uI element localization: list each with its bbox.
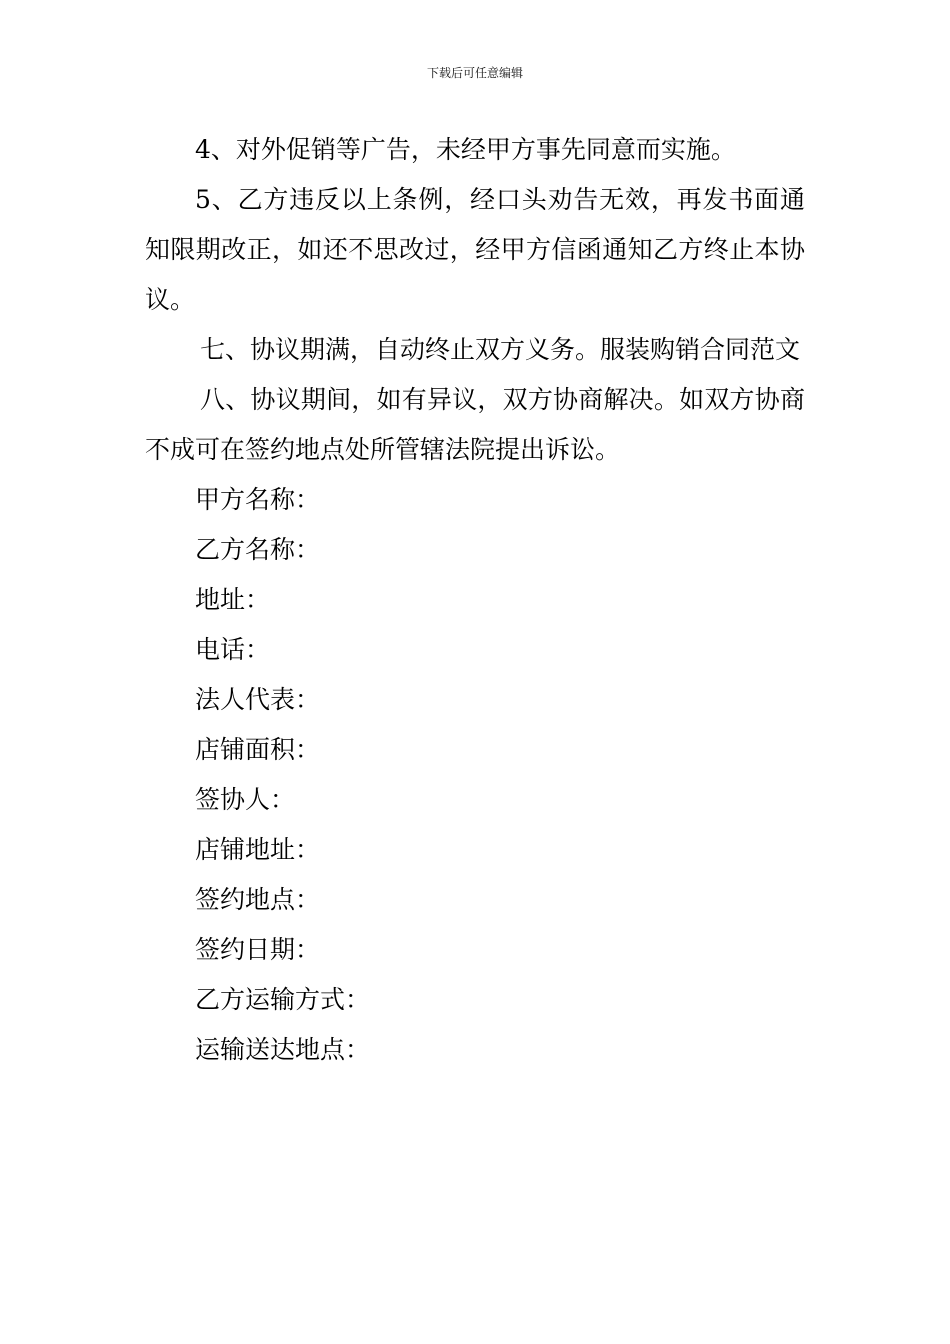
clause-seven: 七、协议期满，自动终止双方义务。服装购销合同范文 <box>200 335 801 364</box>
field-party-b-transport: 乙方运输方式： <box>195 985 371 1014</box>
field-address: 地址： <box>195 585 271 614</box>
field-store-address: 店铺地址： <box>195 835 321 864</box>
clause-4: 4、对外促销等广告，未经甲方事先同意而实施。 <box>195 135 736 164</box>
field-party-a-name: 甲方名称： <box>195 485 321 514</box>
field-legal-representative: 法人代表： <box>195 685 321 714</box>
document-body <box>145 125 805 1075</box>
field-signing-date: 签约日期： <box>195 935 321 964</box>
field-store-area: 店铺面积： <box>195 735 321 764</box>
page-header-note: 下载后可任意编辑 <box>426 66 523 80</box>
field-phone: 电话： <box>195 635 271 664</box>
field-signatory: 签协人： <box>195 785 296 814</box>
clause-5: 5、乙方违反以上条例，经口头劝告无效，再发书面通知限期改正，如还不思改过，经甲方信函通知乙方终止本协议。 <box>145 185 805 314</box>
field-party-b-name: 乙方名称： <box>195 535 321 564</box>
clause-eight: 八、协议期间，如有异议，双方协商解决。如双方协商不成可在签约地点处所管辖法院提出诉讼。 <box>145 385 805 464</box>
field-delivery-location: 运输送达地点： <box>195 1035 371 1064</box>
field-signing-place: 签约地点： <box>195 885 321 914</box>
